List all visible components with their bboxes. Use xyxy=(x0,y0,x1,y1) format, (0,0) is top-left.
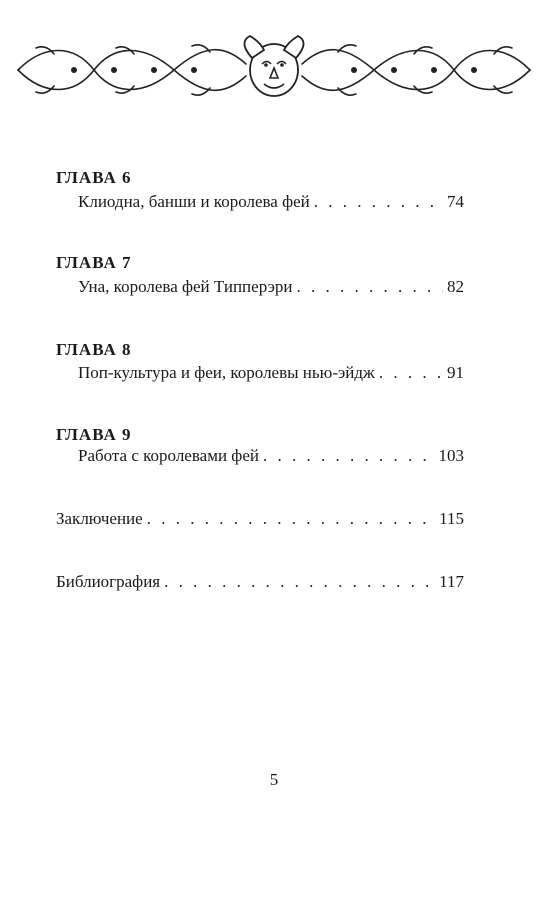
toc-entry-page: 117 xyxy=(439,572,464,591)
dot-leader xyxy=(164,572,435,592)
toc-entry-title: Поп-культура и феи, королевы нью-эйдж xyxy=(78,363,375,382)
toc-entry-chapter-8[interactable] xyxy=(78,363,464,383)
toc-entry-chapter-9[interactable] xyxy=(78,446,464,466)
dot-leader xyxy=(297,277,443,297)
toc-entry-title: Библиография xyxy=(56,572,161,591)
chapter-7-heading: ГЛАВА 7 xyxy=(56,253,132,272)
chapter-9-heading: ГЛАВА 9 xyxy=(56,425,132,444)
dot-leader xyxy=(263,446,435,466)
toc-entry-page: 91 xyxy=(447,363,464,382)
dot-leader xyxy=(379,363,443,383)
dot-leader xyxy=(314,192,443,212)
toc-entry-page: 82 xyxy=(447,277,464,296)
toc-entry-title: Работа с королевами фей xyxy=(78,446,259,465)
chapter-6-heading: ГЛАВА 6 xyxy=(56,168,132,187)
toc-entry-page: 115 xyxy=(439,509,464,528)
toc-entry-title: Уна, королева фей Типперэри xyxy=(78,277,293,296)
dot-leader xyxy=(147,509,435,529)
toc-entry-title: Заключение xyxy=(56,509,143,528)
toc-entry-bibliography[interactable] xyxy=(56,572,464,592)
toc-entry-page: 103 xyxy=(438,446,464,465)
toc-entry-conclusion[interactable] xyxy=(56,509,464,529)
toc-entry-chapter-7[interactable] xyxy=(78,277,464,297)
toc-entry-chapter-6[interactable] xyxy=(78,192,464,212)
toc-entry-page: 74 xyxy=(447,192,464,211)
chapter-8-heading: ГЛАВА 8 xyxy=(56,340,132,359)
page-number: 5 xyxy=(269,770,279,789)
toc-entry-title: Клиодна, банши и королева фей xyxy=(78,192,310,211)
